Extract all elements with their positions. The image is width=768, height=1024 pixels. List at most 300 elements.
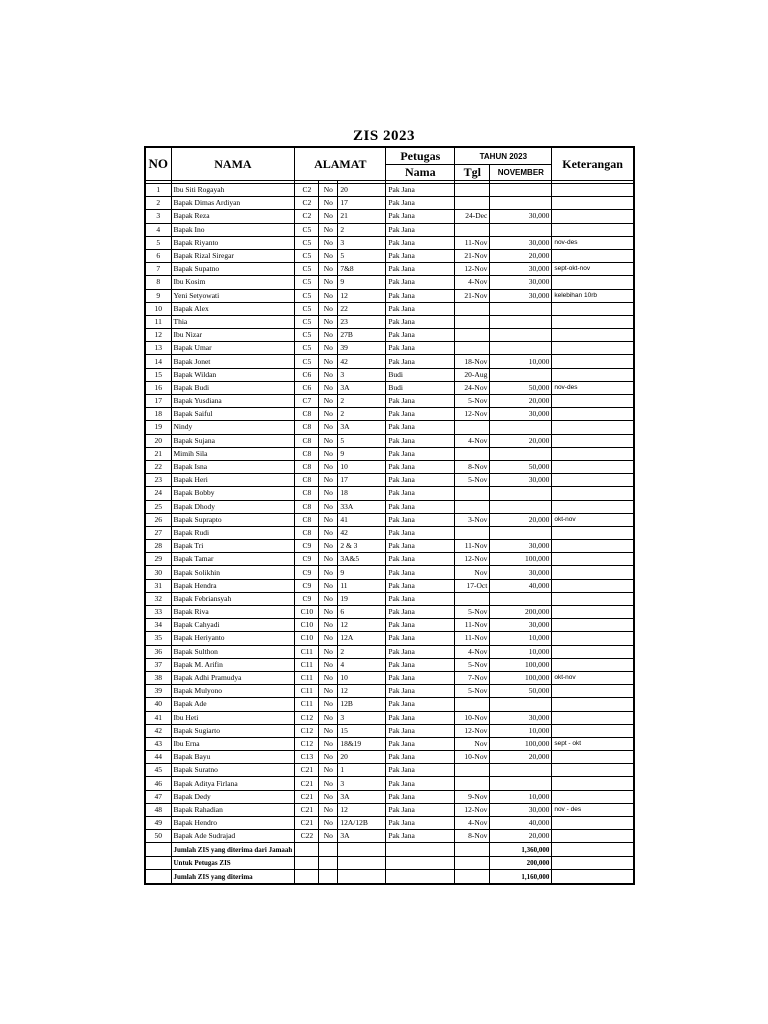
cell-tgl: 24-Dec [455, 210, 490, 223]
cell-no-label: No [319, 381, 338, 394]
cell-nama: Bapak Ade Sudrajad [171, 830, 295, 843]
table-row [145, 724, 634, 737]
cell-petugas: Pak Jana [386, 658, 455, 671]
cell-no: 24 [145, 487, 171, 500]
cell-nomor-rumah: 27B [338, 329, 386, 342]
cell-no: 31 [145, 579, 171, 592]
cell-nomor-rumah: 19 [338, 592, 386, 605]
cell-keterangan [552, 579, 634, 592]
cell-nama: Bapak Suprapto [171, 513, 295, 526]
cell-no-label: No [319, 500, 338, 513]
cell-keterangan [552, 500, 634, 513]
cell-blok: C5 [295, 302, 319, 315]
cell-no: 1 [145, 184, 171, 197]
cell-nomor-rumah: 41 [338, 513, 386, 526]
cell-blok: C21 [295, 777, 319, 790]
cell-blok: C21 [295, 790, 319, 803]
totals-blank [295, 856, 319, 870]
cell-tgl [455, 342, 490, 355]
cell-no-label: No [319, 355, 338, 368]
cell-petugas: Pak Jana [386, 447, 455, 460]
cell-petugas: Pak Jana [386, 500, 455, 513]
cell-no-label: No [319, 553, 338, 566]
cell-no-label: No [319, 184, 338, 197]
cell-nama: Ibu Siti Rogayah [171, 184, 295, 197]
cell-nama: Bapak Jonet [171, 355, 295, 368]
cell-tgl: 5-Nov [455, 658, 490, 671]
cell-nomor-rumah: 12 [338, 619, 386, 632]
cell-keterangan [552, 447, 634, 460]
cell-blok: C5 [295, 355, 319, 368]
cell-keterangan [552, 434, 634, 447]
cell-petugas: Pak Jana [386, 276, 455, 289]
cell-nomor-rumah: 3A [338, 790, 386, 803]
cell-no-label: No [319, 830, 338, 843]
cell-nama: Bapak Dedy [171, 790, 295, 803]
cell-no-label: No [319, 263, 338, 276]
cell-tgl: 12-Nov [455, 803, 490, 816]
cell-petugas: Budi [386, 368, 455, 381]
cell-blok: C5 [295, 329, 319, 342]
totals-row [145, 843, 634, 857]
table-row [145, 526, 634, 539]
cell-no-label: No [319, 460, 338, 473]
cell-no: 43 [145, 737, 171, 750]
header-tahun: TAHUN 2023 [455, 147, 552, 165]
cell-petugas: Pak Jana [386, 197, 455, 210]
totals-blank [552, 856, 634, 870]
cell-nomor-rumah: 3 [338, 368, 386, 381]
cell-blok: C11 [295, 671, 319, 684]
cell-no-label: No [319, 619, 338, 632]
cell-nama: Bapak Budi [171, 381, 295, 394]
table-row [145, 197, 634, 210]
cell-keterangan [552, 764, 634, 777]
cell-petugas: Pak Jana [386, 724, 455, 737]
cell-blok: C2 [295, 184, 319, 197]
cell-no: 26 [145, 513, 171, 526]
cell-petugas: Pak Jana [386, 526, 455, 539]
cell-blok: C5 [295, 342, 319, 355]
cell-no: 2 [145, 197, 171, 210]
cell-no: 41 [145, 711, 171, 724]
table-row [145, 500, 634, 513]
cell-keterangan [552, 645, 634, 658]
cell-no-label: No [319, 368, 338, 381]
cell-tgl: 9-Nov [455, 790, 490, 803]
cell-nomor-rumah: 3A [338, 381, 386, 394]
cell-tgl [455, 197, 490, 210]
cell-tgl: Nov [455, 737, 490, 750]
cell-keterangan: nov - des [552, 803, 634, 816]
totals-row [145, 870, 634, 884]
cell-keterangan [552, 184, 634, 197]
cell-no-label: No [319, 658, 338, 671]
cell-nomor-rumah: 39 [338, 342, 386, 355]
cell-no-label: No [319, 236, 338, 249]
cell-nomor-rumah: 20 [338, 184, 386, 197]
cell-nomor-rumah: 2 [338, 645, 386, 658]
totals-value: 200,000 [490, 856, 552, 870]
cell-jumlah: 40,000 [490, 579, 552, 592]
cell-nomor-rumah: 5 [338, 249, 386, 262]
cell-no: 34 [145, 619, 171, 632]
cell-jumlah: 20,000 [490, 249, 552, 262]
cell-keterangan [552, 395, 634, 408]
cell-no: 50 [145, 830, 171, 843]
cell-tgl [455, 315, 490, 328]
totals-blank [319, 870, 338, 884]
cell-nama: Bapak Solikhin [171, 566, 295, 579]
cell-blok: C12 [295, 724, 319, 737]
cell-no: 20 [145, 434, 171, 447]
cell-nomor-rumah: 7&8 [338, 263, 386, 276]
cell-no-label: No [319, 790, 338, 803]
table-row [145, 698, 634, 711]
cell-blok: C5 [295, 289, 319, 302]
cell-nama: Yeni Setyowati [171, 289, 295, 302]
cell-no: 48 [145, 803, 171, 816]
cell-nomor-rumah: 2 & 3 [338, 540, 386, 553]
table-row [145, 381, 634, 394]
cell-nama: Bapak Mulyono [171, 685, 295, 698]
cell-tgl: 3-Nov [455, 513, 490, 526]
cell-no-label: No [319, 540, 338, 553]
cell-no-label: No [319, 421, 338, 434]
cell-nama: Bapak Reza [171, 210, 295, 223]
table-row [145, 685, 634, 698]
cell-jumlah: 30,000 [490, 289, 552, 302]
cell-tgl: 17-Oct [455, 579, 490, 592]
cell-no: 19 [145, 421, 171, 434]
cell-petugas: Pak Jana [386, 513, 455, 526]
cell-keterangan [552, 329, 634, 342]
cell-no: 16 [145, 381, 171, 394]
cell-blok: C11 [295, 645, 319, 658]
cell-no-label: No [319, 724, 338, 737]
cell-blok: C8 [295, 447, 319, 460]
cell-nomor-rumah: 20 [338, 751, 386, 764]
cell-blok: C9 [295, 579, 319, 592]
cell-nama: Bapak Tamar [171, 553, 295, 566]
cell-no: 13 [145, 342, 171, 355]
cell-keterangan [552, 368, 634, 381]
table-row [145, 592, 634, 605]
totals-blank [552, 870, 634, 884]
cell-petugas: Pak Jana [386, 671, 455, 684]
cell-nomor-rumah: 5 [338, 434, 386, 447]
table-row [145, 474, 634, 487]
cell-blok: C5 [295, 236, 319, 249]
cell-keterangan [552, 302, 634, 315]
cell-jumlah: 10,000 [490, 632, 552, 645]
cell-petugas: Pak Jana [386, 579, 455, 592]
table-row [145, 671, 634, 684]
cell-no: 29 [145, 553, 171, 566]
table-body [145, 184, 634, 843]
cell-nomor-rumah: 12B [338, 698, 386, 711]
cell-petugas: Budi [386, 381, 455, 394]
cell-tgl: 18-Nov [455, 355, 490, 368]
cell-no-label: No [319, 474, 338, 487]
cell-no: 27 [145, 526, 171, 539]
cell-jumlah [490, 698, 552, 711]
cell-no-label: No [319, 447, 338, 460]
cell-nama: Bapak Ino [171, 223, 295, 236]
cell-petugas: Pak Jana [386, 830, 455, 843]
cell-tgl: 20-Aug [455, 368, 490, 381]
cell-no-label: No [319, 408, 338, 421]
cell-tgl: 21-Nov [455, 289, 490, 302]
cell-nama: Bapak Riva [171, 606, 295, 619]
cell-blok: C5 [295, 315, 319, 328]
table-row [145, 540, 634, 553]
cell-keterangan [552, 698, 634, 711]
cell-tgl: 12-Nov [455, 408, 490, 421]
cell-keterangan: sept-okt-nov [552, 263, 634, 276]
cell-nomor-rumah: 17 [338, 474, 386, 487]
cell-keterangan: okt-nov [552, 513, 634, 526]
cell-nama: Bapak Bobby [171, 487, 295, 500]
cell-no: 37 [145, 658, 171, 671]
cell-blok: C10 [295, 619, 319, 632]
cell-blok: C8 [295, 421, 319, 434]
cell-no-label: No [319, 487, 338, 500]
cell-jumlah: 30,000 [490, 540, 552, 553]
cell-jumlah: 20,000 [490, 751, 552, 764]
header-petugas-nama: Nama [386, 165, 455, 181]
cell-no-label: No [319, 395, 338, 408]
cell-blok: C9 [295, 566, 319, 579]
cell-jumlah: 30,000 [490, 276, 552, 289]
cell-nomor-rumah: 3 [338, 777, 386, 790]
cell-nama: Bapak M. Arifin [171, 658, 295, 671]
cell-keterangan [552, 830, 634, 843]
cell-blok: C7 [295, 395, 319, 408]
cell-keterangan [552, 210, 634, 223]
totals-blank [145, 843, 171, 857]
cell-jumlah [490, 197, 552, 210]
cell-jumlah: 20,000 [490, 830, 552, 843]
cell-blok: C8 [295, 460, 319, 473]
cell-tgl: 4-Nov [455, 817, 490, 830]
cell-jumlah: 100,000 [490, 658, 552, 671]
table-row [145, 606, 634, 619]
cell-blok: C11 [295, 698, 319, 711]
cell-nama: Bapak Ade [171, 698, 295, 711]
cell-jumlah [490, 447, 552, 460]
table-row [145, 355, 634, 368]
cell-nomor-rumah: 18&19 [338, 737, 386, 750]
cell-petugas: Pak Jana [386, 289, 455, 302]
cell-keterangan [552, 632, 634, 645]
table-row [145, 711, 634, 724]
cell-no: 40 [145, 698, 171, 711]
cell-nomor-rumah: 15 [338, 724, 386, 737]
cell-petugas: Pak Jana [386, 737, 455, 750]
cell-nomor-rumah: 9 [338, 566, 386, 579]
cell-nama: Bapak Bayu [171, 751, 295, 764]
cell-nomor-rumah: 3 [338, 711, 386, 724]
cell-no-label: No [319, 685, 338, 698]
cell-nama: Bapak Adhi Pramudya [171, 671, 295, 684]
cell-jumlah [490, 342, 552, 355]
cell-no-label: No [319, 513, 338, 526]
cell-keterangan [552, 342, 634, 355]
cell-petugas: Pak Jana [386, 540, 455, 553]
totals-blank [319, 856, 338, 870]
cell-nomor-rumah: 11 [338, 579, 386, 592]
cell-nomor-rumah: 1 [338, 764, 386, 777]
cell-no: 33 [145, 606, 171, 619]
cell-jumlah [490, 487, 552, 500]
cell-no-label: No [319, 711, 338, 724]
cell-nama: Ibu Nizar [171, 329, 295, 342]
totals-blank [338, 856, 386, 870]
header-november: NOVEMBER [490, 165, 552, 181]
cell-no: 18 [145, 408, 171, 421]
table-row [145, 302, 634, 315]
cell-petugas: Pak Jana [386, 355, 455, 368]
cell-jumlah: 20,000 [490, 395, 552, 408]
cell-no: 9 [145, 289, 171, 302]
table-row [145, 289, 634, 302]
cell-petugas: Pak Jana [386, 606, 455, 619]
cell-jumlah [490, 315, 552, 328]
cell-nomor-rumah: 12 [338, 685, 386, 698]
cell-tgl: 5-Nov [455, 606, 490, 619]
totals-blank [338, 843, 386, 857]
cell-nama: Bapak Isna [171, 460, 295, 473]
cell-tgl [455, 500, 490, 513]
table-row [145, 342, 634, 355]
cell-petugas: Pak Jana [386, 645, 455, 658]
cell-nama: Bapak Rudi [171, 526, 295, 539]
cell-nama: Bapak Yusdiana [171, 395, 295, 408]
cell-petugas: Pak Jana [386, 566, 455, 579]
cell-tgl: 8-Nov [455, 830, 490, 843]
table-row [145, 737, 634, 750]
cell-jumlah [490, 302, 552, 315]
cell-keterangan [552, 685, 634, 698]
cell-nama: Bapak Tri [171, 540, 295, 553]
cell-jumlah [490, 764, 552, 777]
cell-nomor-rumah: 10 [338, 460, 386, 473]
cell-nomor-rumah: 9 [338, 447, 386, 460]
header-keterangan: Keterangan [552, 147, 634, 181]
cell-no-label: No [319, 592, 338, 605]
cell-no: 7 [145, 263, 171, 276]
cell-tgl [455, 421, 490, 434]
cell-jumlah: 100,000 [490, 553, 552, 566]
cell-no: 47 [145, 790, 171, 803]
cell-blok: C11 [295, 685, 319, 698]
table-row [145, 566, 634, 579]
cell-no: 21 [145, 447, 171, 460]
cell-jumlah: 10,000 [490, 790, 552, 803]
table-row [145, 817, 634, 830]
table-row [145, 777, 634, 790]
cell-no: 49 [145, 817, 171, 830]
cell-no: 46 [145, 777, 171, 790]
cell-nomor-rumah: 10 [338, 671, 386, 684]
table-row [145, 803, 634, 816]
cell-tgl: 4-Nov [455, 434, 490, 447]
cell-jumlah: 50,000 [490, 381, 552, 394]
table-row [145, 434, 634, 447]
cell-tgl [455, 487, 490, 500]
cell-no: 4 [145, 223, 171, 236]
cell-nama: Bapak Heri [171, 474, 295, 487]
table-row [145, 408, 634, 421]
cell-nama: Bapak Saiful [171, 408, 295, 421]
cell-tgl [455, 777, 490, 790]
cell-tgl: 11-Nov [455, 236, 490, 249]
cell-nomor-rumah: 4 [338, 658, 386, 671]
cell-nama: Ibu Heti [171, 711, 295, 724]
cell-blok: C9 [295, 540, 319, 553]
totals-blank [295, 843, 319, 857]
cell-jumlah [490, 777, 552, 790]
cell-no-label: No [319, 210, 338, 223]
totals-value: 1,360,000 [490, 843, 552, 857]
cell-no-label: No [319, 764, 338, 777]
table-row [145, 223, 634, 236]
cell-no: 35 [145, 632, 171, 645]
cell-blok: C2 [295, 210, 319, 223]
header-nama: NAMA [171, 147, 295, 181]
cell-jumlah: 10,000 [490, 724, 552, 737]
cell-petugas: Pak Jana [386, 711, 455, 724]
cell-nama: Bapak Suratno [171, 764, 295, 777]
cell-nomor-rumah: 42 [338, 355, 386, 368]
cell-no: 45 [145, 764, 171, 777]
table-row [145, 632, 634, 645]
cell-jumlah: 30,000 [490, 474, 552, 487]
cell-jumlah: 10,000 [490, 355, 552, 368]
cell-petugas: Pak Jana [386, 817, 455, 830]
cell-keterangan: kelebihan 10rb [552, 289, 634, 302]
cell-jumlah [490, 526, 552, 539]
cell-no-label: No [319, 329, 338, 342]
cell-nama: Bapak Dhody [171, 500, 295, 513]
totals-blank [552, 843, 634, 857]
cell-no-label: No [319, 737, 338, 750]
cell-petugas: Pak Jana [386, 619, 455, 632]
cell-no: 38 [145, 671, 171, 684]
cell-tgl: 5-Nov [455, 685, 490, 698]
cell-blok: C8 [295, 434, 319, 447]
cell-blok: C12 [295, 737, 319, 750]
cell-nama: Bapak Rizal Siregar [171, 249, 295, 262]
cell-no: 39 [145, 685, 171, 698]
cell-petugas: Pak Jana [386, 421, 455, 434]
cell-tgl: 11-Nov [455, 619, 490, 632]
cell-no-label: No [319, 698, 338, 711]
cell-no-label: No [319, 197, 338, 210]
cell-keterangan [552, 474, 634, 487]
cell-blok: C21 [295, 803, 319, 816]
cell-keterangan [552, 460, 634, 473]
cell-nomor-rumah: 2 [338, 223, 386, 236]
cell-nama: Nindy [171, 421, 295, 434]
cell-petugas: Pak Jana [386, 632, 455, 645]
cell-jumlah [490, 592, 552, 605]
cell-nama: Ibu Kosim [171, 276, 295, 289]
cell-tgl: 10-Nov [455, 711, 490, 724]
cell-keterangan [552, 408, 634, 421]
cell-keterangan [552, 777, 634, 790]
